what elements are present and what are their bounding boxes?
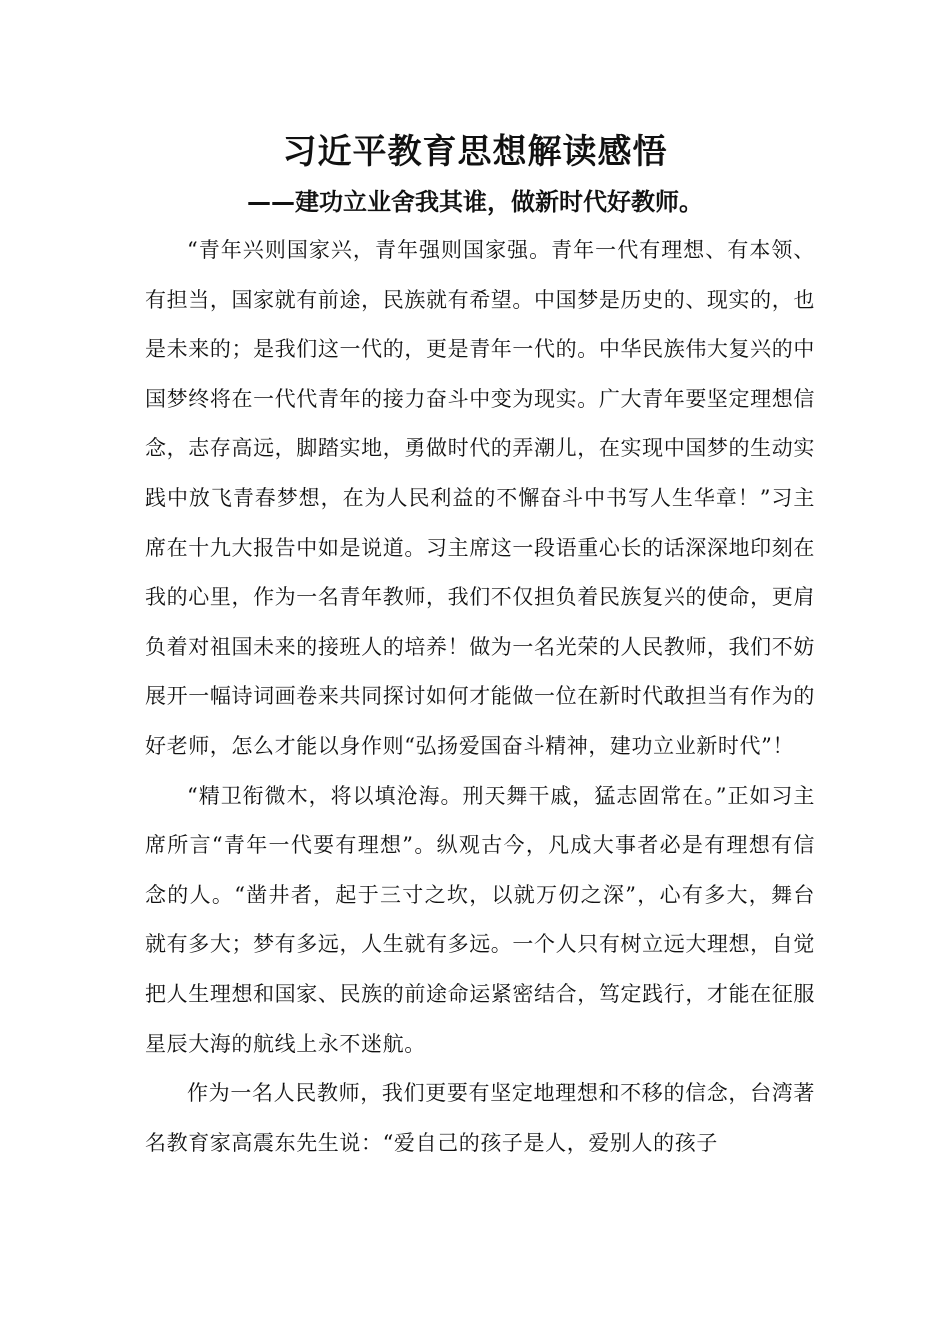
paragraph-3: 作为一名人民教师，我们更要有坚定地理想和不移的信念，台湾著名教育家高震东先生说：“爱自己的孩子是人，爱别人的孩子	[145, 1081, 815, 1155]
document-body	[145, 226, 815, 1168]
paragraph-2: “精卫衔微木，将以填沧海。刑天舞干戚，猛志固常在。”正如习主席所言“青年一代要有理想”。纵观古今，凡成大事者必是有理想有信念的人。“凿井者，起于三寸之坎，以就万仞之深”，心有多大，舞台就有多大；梦有多远，人生就有多远。一个人只有树立远大理想，自觉把人生理想和国家、民族的前途命运紧密结合，笃定践行，才能在征服星辰大海的航线上永不迷航。	[145, 783, 815, 1056]
document-subtitle: ——建功立业舍我其谁，做新时代好教师。	[247, 188, 703, 216]
paragraph-1: “青年兴则国家兴，青年强则国家强。青年一代有理想、有本领、有担当，国家就有前途，民族就有希望。中国梦是历史的、现实的，也是未来的；是我们这一代的，更是青年一代的。中华民族伟大复兴的中国梦终将在一代代青年的接力奋斗中变为现实。广大青年要坚定理想信念，志存高远，脚踏实地，勇做时代的弄潮儿，在实现中国梦的生动实践中放飞青春梦想，在为人民利益的不懈奋斗中书写人生华章！”习主席在十九大报告中如是说道。习主席这一段语重心长的话深深地印刻在我的心里，作为一名青年教师，我们不仅担负着民族复兴的使命，更肩负着对祖国未来的接班人的培养！做为一名光荣的人民教师，我们不妨展开一幅诗词画卷来共同探讨如何才能做一位在新时代敢担当有作为的好老师，怎么才能以身作则“弘扬爱国奋斗精神，建功立业新时代”！	[145, 238, 815, 758]
document-title: 习近平教育思想解读感悟	[282, 132, 668, 172]
